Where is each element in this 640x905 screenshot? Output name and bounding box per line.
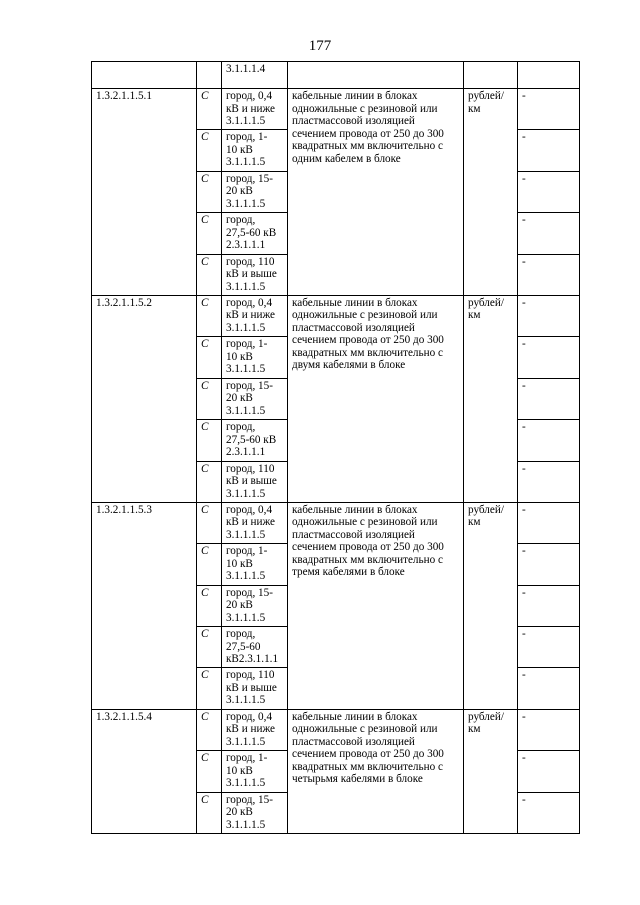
value-cell: - [518,130,580,171]
region-cell: город, 0,4 кВ и ниже 3.1.1.1.5 [222,502,288,543]
unit-cell [464,62,518,89]
table-row [92,709,580,750]
value-cell: - [518,502,580,543]
code-cell: 1.3.2.1.1.5.4 [92,709,197,833]
region-cell: город, 15- 20 кВ 3.1.1.1.5 [222,171,288,212]
region-cell: город, 0,4 кВ и ниже 3.1.1.1.5 [222,89,288,130]
region-cell: город, 1- 10 кВ 3.1.1.1.5 [222,130,288,171]
value-cell: - [518,751,580,792]
region-cell: город, 1- 10 кВ 3.1.1.1.5 [222,751,288,792]
region-cell: город, 0,4 кВ и ниже 3.1.1.1.5 [222,709,288,750]
mark-cell: С [197,337,222,378]
value-cell: - [518,585,580,626]
mark-cell: С [197,461,222,502]
mark-cell: С [197,295,222,336]
mark-cell: С [197,130,222,171]
mark-cell: С [197,627,222,668]
table-row-top-fragment [92,62,580,89]
table-row [92,89,580,130]
value-cell: - [518,254,580,295]
description-cell [288,62,464,89]
code-cell: 1.3.2.1.1.5.2 [92,295,197,502]
description-cell: кабельные линии в блоках одножильные с резиновой или пластмассовой изоляцией сечением провода от 250 до 300 квадратных мм включительно с одним кабелем в блоке [288,89,464,296]
value-cell: - [518,792,580,833]
code-cell: 1.3.2.1.1.5.1 [92,89,197,296]
unit-cell: рублей/ км [464,709,518,833]
tariff-table [91,61,580,834]
mark-cell: С [197,544,222,585]
unit-cell: рублей/ км [464,502,518,709]
page-number: 177 [308,38,332,54]
description-cell: кабельные линии в блоках одножильные с резиновой или пластмассовой изоляцией сечением провода от 250 до 300 квадратных мм включительно с двумя кабелями в блоке [288,295,464,502]
mark-cell: С [197,171,222,212]
mark-cell: С [197,751,222,792]
value-cell: - [518,171,580,212]
mark-cell: С [197,213,222,254]
value-cell: - [518,668,580,709]
mark-cell: С [197,585,222,626]
region-cell: 3.1.1.1.4 [222,62,288,89]
value-cell: - [518,627,580,668]
value-cell: - [518,89,580,130]
description-cell: кабельные линии в блоках одножильные с резиновой или пластмассовой изоляцией сечением провода от 250 до 300 квадратных мм включительно с тремя кабелями в блоке [288,502,464,709]
region-cell: город, 1- 10 кВ 3.1.1.1.5 [222,544,288,585]
region-cell: город, 110 кВ и выше 3.1.1.1.5 [222,668,288,709]
unit-cell: рублей/ км [464,89,518,296]
region-cell: город, 110 кВ и выше 3.1.1.1.5 [222,254,288,295]
mark-cell: С [197,420,222,461]
region-cell: город, 1- 10 кВ 3.1.1.1.5 [222,337,288,378]
region-cell: город, 0,4 кВ и ниже 3.1.1.1.5 [222,295,288,336]
value-cell: - [518,337,580,378]
region-cell: город, 15- 20 кВ 3.1.1.1.5 [222,585,288,626]
region-cell: город, 27,5-60 кВ 2.3.1.1.1 [222,213,288,254]
mark-cell: С [197,378,222,419]
value-cell: - [518,461,580,502]
code-cell [92,62,197,89]
mark-cell: С [197,709,222,750]
value-cell: - [518,544,580,585]
mark-cell: С [197,792,222,833]
region-cell: город, 15- 20 кВ 3.1.1.1.5 [222,378,288,419]
mark-cell [197,62,222,89]
value-cell: - [518,420,580,461]
mark-cell: С [197,254,222,295]
mark-cell: С [197,89,222,130]
value-cell [518,62,580,89]
table-row [92,295,580,336]
mark-cell: С [197,668,222,709]
table-row [92,502,580,543]
value-cell: - [518,213,580,254]
value-cell: - [518,709,580,750]
region-cell: город, 27,5-60 кВ 2.3.1.1.1 [222,420,288,461]
region-cell: город, 15- 20 кВ 3.1.1.1.5 [222,792,288,833]
value-cell: - [518,295,580,336]
mark-cell: С [197,502,222,543]
description-cell: кабельные линии в блоках одножильные с резиновой или пластмассовой изоляцией сечением провода от 250 до 300 квадратных мм включительно с четырьмя кабелями в блоке [288,709,464,833]
region-cell: город, 110 кВ и выше 3.1.1.1.5 [222,461,288,502]
region-cell: город, 27,5-60 кВ2.3.1.1.1 [222,627,288,668]
unit-cell: рублей/ км [464,295,518,502]
code-cell: 1.3.2.1.1.5.3 [92,502,197,709]
value-cell: - [518,378,580,419]
